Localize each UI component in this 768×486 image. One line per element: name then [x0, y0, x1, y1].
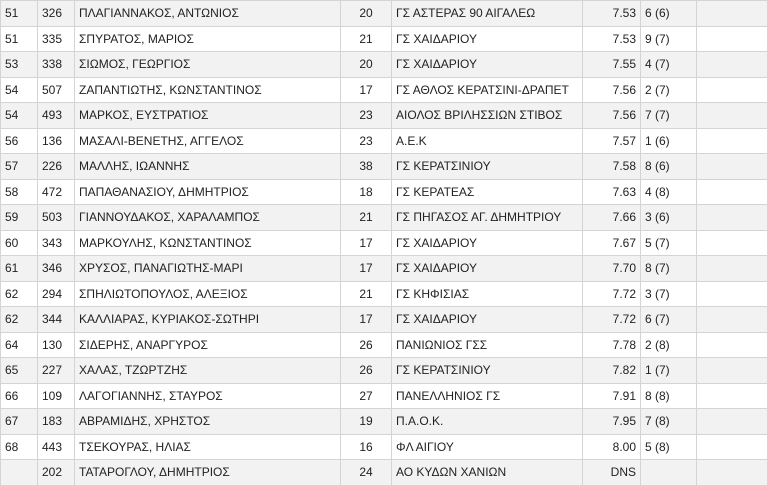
athlete-name-cell: ΣΙΔΕΡΗΣ, ΑΝΑΡΓΥΡΟΣ: [75, 332, 341, 358]
bib-number-cell: 338: [38, 52, 75, 78]
rank-cell: 68: [1, 434, 38, 460]
athlete-name-cell: ΜΑΡΚΟΥΛΗΣ, ΚΩΝΣΤΑΝΤΙΝΟΣ: [75, 230, 341, 256]
club-cell: ΓΣ ΚΕΡΑΤΣΙΝΙΟΥ: [392, 358, 583, 384]
birth-year-cell: 26: [341, 358, 392, 384]
empty-cell: [697, 256, 768, 282]
heat-lane-cell: 5 (7): [641, 230, 697, 256]
birth-year-cell: 27: [341, 383, 392, 409]
result-time-cell: 8.00: [583, 434, 641, 460]
birth-year-cell: 17: [341, 307, 392, 333]
club-cell: ΓΣ ΧΑΙΔΑΡΙΟΥ: [392, 256, 583, 282]
heat-lane-cell: 8 (7): [641, 256, 697, 282]
athlete-name-cell: ΠΛΑΓΙΑΝΝΑΚΟΣ, ΑΝΤΩΝΙΟΣ: [75, 1, 341, 27]
table-row: [1, 281, 768, 307]
table-row: [1, 26, 768, 52]
athlete-name-cell: ΠΑΠΑΘΑΝΑΣΙΟΥ, ΔΗΜΗΤΡΙΟΣ: [75, 179, 341, 205]
result-time-cell: 7.55: [583, 52, 641, 78]
athlete-name-cell: ΖΑΠΑΝΤΙΩΤΗΣ, ΚΩΝΣΤΑΝΤΙΝΟΣ: [75, 77, 341, 103]
table-row: [1, 256, 768, 282]
club-cell: ΓΣ ΧΑΙΔΑΡΙΟΥ: [392, 52, 583, 78]
athlete-name-cell: ΧΡΥΣΟΣ, ΠΑΝΑΓΙΩΤΗΣ-ΜΑΡΙ: [75, 256, 341, 282]
rank-cell: 67: [1, 409, 38, 435]
empty-cell: [697, 230, 768, 256]
result-time-cell: 7.56: [583, 77, 641, 103]
results-table-body: [1, 1, 768, 486]
bib-number-cell: 202: [38, 460, 75, 486]
bib-number-cell: 136: [38, 128, 75, 154]
rank-cell: 53: [1, 52, 38, 78]
empty-cell: [697, 281, 768, 307]
athlete-name-cell: ΣΙΩΜΟΣ, ΓΕΩΡΓΙΟΣ: [75, 52, 341, 78]
table-row: [1, 409, 768, 435]
result-time-cell: 7.53: [583, 26, 641, 52]
birth-year-cell: 20: [341, 1, 392, 27]
result-time-cell: 7.56: [583, 103, 641, 129]
empty-cell: [697, 460, 768, 486]
empty-cell: [697, 179, 768, 205]
heat-lane-cell: 3 (7): [641, 281, 697, 307]
club-cell: Α.Ε.Κ: [392, 128, 583, 154]
result-time-cell: 7.57: [583, 128, 641, 154]
result-time-cell: 7.72: [583, 281, 641, 307]
club-cell: ΓΣ ΧΑΙΔΑΡΙΟΥ: [392, 307, 583, 333]
table-row: [1, 358, 768, 384]
heat-lane-cell: 2 (7): [641, 77, 697, 103]
table-row: [1, 332, 768, 358]
rank-cell: 54: [1, 77, 38, 103]
result-time-cell: 7.63: [583, 179, 641, 205]
birth-year-cell: 21: [341, 26, 392, 52]
table-row: [1, 128, 768, 154]
club-cell: ΦΛ ΑΙΓΙΟΥ: [392, 434, 583, 460]
table-row: [1, 1, 768, 27]
empty-cell: [697, 409, 768, 435]
empty-cell: [697, 52, 768, 78]
table-row: [1, 103, 768, 129]
athlete-name-cell: ΤΑΤΑΡΟΓΛΟΥ, ΔΗΜΗΤΡΙΟΣ: [75, 460, 341, 486]
empty-cell: [697, 26, 768, 52]
heat-lane-cell: 7 (7): [641, 103, 697, 129]
result-time-cell: 7.78: [583, 332, 641, 358]
result-time-cell: 7.82: [583, 358, 641, 384]
club-cell: ΓΣ ΑΘΛΟΣ ΚΕΡΑΤΣΙΝΙ-ΔΡΑΠΕΤ: [392, 77, 583, 103]
result-time-cell: 7.67: [583, 230, 641, 256]
rank-cell: [1, 460, 38, 486]
bib-number-cell: 109: [38, 383, 75, 409]
empty-cell: [697, 383, 768, 409]
table-row: [1, 205, 768, 231]
club-cell: ΠΑΝΙΩΝΙΟΣ ΓΣΣ: [392, 332, 583, 358]
athlete-name-cell: ΤΣΕΚΟΥΡΑΣ, ΗΛΙΑΣ: [75, 434, 341, 460]
rank-cell: 62: [1, 307, 38, 333]
heat-lane-cell: 1 (7): [641, 358, 697, 384]
athlete-name-cell: ΣΠΗΛΙΩΤΟΠΟΥΛΟΣ, ΑΛΕΞΙΟΣ: [75, 281, 341, 307]
result-time-cell: 7.95: [583, 409, 641, 435]
birth-year-cell: 21: [341, 281, 392, 307]
birth-year-cell: 17: [341, 230, 392, 256]
bib-number-cell: 343: [38, 230, 75, 256]
bib-number-cell: 335: [38, 26, 75, 52]
birth-year-cell: 17: [341, 256, 392, 282]
athlete-name-cell: ΜΑΛΛΗΣ, ΙΩΑΝΝΗΣ: [75, 154, 341, 180]
table-row: [1, 77, 768, 103]
result-time-cell: DNS: [583, 460, 641, 486]
athlete-name-cell: ΣΠΥΡΑΤΟΣ, ΜΑΡΙΟΣ: [75, 26, 341, 52]
birth-year-cell: 21: [341, 205, 392, 231]
athlete-name-cell: ΜΑΡΚΟΣ, ΕΥΣΤΡΑΤΙΟΣ: [75, 103, 341, 129]
result-time-cell: 7.72: [583, 307, 641, 333]
heat-lane-cell: [641, 460, 697, 486]
club-cell: ΑΟ ΚΥΔΩΝ ΧΑΝΙΩΝ: [392, 460, 583, 486]
birth-year-cell: 23: [341, 103, 392, 129]
bib-number-cell: 183: [38, 409, 75, 435]
rank-cell: 66: [1, 383, 38, 409]
empty-cell: [697, 128, 768, 154]
rank-cell: 57: [1, 154, 38, 180]
bib-number-cell: 130: [38, 332, 75, 358]
empty-cell: [697, 434, 768, 460]
heat-lane-cell: 4 (8): [641, 179, 697, 205]
table-row: [1, 52, 768, 78]
rank-cell: 51: [1, 1, 38, 27]
heat-lane-cell: 8 (6): [641, 154, 697, 180]
rank-cell: 64: [1, 332, 38, 358]
result-time-cell: 7.66: [583, 205, 641, 231]
rank-cell: 60: [1, 230, 38, 256]
table-row: [1, 434, 768, 460]
table-row: [1, 460, 768, 486]
athlete-name-cell: ΚΑΛΛΙΑΡΑΣ, ΚΥΡΙΑΚΟΣ-ΣΩΤΗΡΙ: [75, 307, 341, 333]
birth-year-cell: 16: [341, 434, 392, 460]
empty-cell: [697, 358, 768, 384]
table-row: [1, 383, 768, 409]
result-time-cell: 7.53: [583, 1, 641, 27]
bib-number-cell: 503: [38, 205, 75, 231]
rank-cell: 65: [1, 358, 38, 384]
empty-cell: [697, 307, 768, 333]
heat-lane-cell: 1 (6): [641, 128, 697, 154]
heat-lane-cell: 5 (8): [641, 434, 697, 460]
birth-year-cell: 18: [341, 179, 392, 205]
birth-year-cell: 24: [341, 460, 392, 486]
bib-number-cell: 472: [38, 179, 75, 205]
birth-year-cell: 38: [341, 154, 392, 180]
club-cell: ΑΙΟΛΟΣ ΒΡΙΛΗΣΣΙΩΝ ΣΤΙΒΟΣ: [392, 103, 583, 129]
club-cell: ΓΣ ΑΣΤΕΡΑΣ 90 ΑΙΓΑΛΕΩ: [392, 1, 583, 27]
result-time-cell: 7.91: [583, 383, 641, 409]
empty-cell: [697, 205, 768, 231]
athlete-name-cell: ΧΑΛΑΣ, ΤΖΩΡΤΖΗΣ: [75, 358, 341, 384]
club-cell: ΓΣ ΧΑΙΔΑΡΙΟΥ: [392, 26, 583, 52]
athlete-name-cell: ΜΑΣΑΛΙ-ΒΕΝΕΤΗΣ, ΑΓΓΕΛΟΣ: [75, 128, 341, 154]
athlete-name-cell: ΓΙΑΝΝΟΥΔΑΚΟΣ, ΧΑΡΑΛΑΜΠΟΣ: [75, 205, 341, 231]
club-cell: ΓΣ ΧΑΙΔΑΡΙΟΥ: [392, 230, 583, 256]
bib-number-cell: 326: [38, 1, 75, 27]
rank-cell: 56: [1, 128, 38, 154]
club-cell: ΓΣ ΠΗΓΑΣΟΣ ΑΓ. ΔΗΜΗΤΡΙΟΥ: [392, 205, 583, 231]
bib-number-cell: 346: [38, 256, 75, 282]
table-row: [1, 307, 768, 333]
empty-cell: [697, 1, 768, 27]
rank-cell: 62: [1, 281, 38, 307]
bib-number-cell: 344: [38, 307, 75, 333]
rank-cell: 58: [1, 179, 38, 205]
empty-cell: [697, 77, 768, 103]
bib-number-cell: 226: [38, 154, 75, 180]
result-time-cell: 7.58: [583, 154, 641, 180]
rank-cell: 51: [1, 26, 38, 52]
empty-cell: [697, 154, 768, 180]
club-cell: ΓΣ ΚΕΡΑΤΣΙΝΙΟΥ: [392, 154, 583, 180]
rank-cell: 59: [1, 205, 38, 231]
bib-number-cell: 443: [38, 434, 75, 460]
club-cell: Π.Α.Ο.Κ.: [392, 409, 583, 435]
empty-cell: [697, 103, 768, 129]
bib-number-cell: 294: [38, 281, 75, 307]
birth-year-cell: 20: [341, 52, 392, 78]
heat-lane-cell: 6 (7): [641, 307, 697, 333]
bib-number-cell: 493: [38, 103, 75, 129]
heat-lane-cell: 9 (7): [641, 26, 697, 52]
table-row: [1, 154, 768, 180]
heat-lane-cell: 4 (7): [641, 52, 697, 78]
rank-cell: 61: [1, 256, 38, 282]
result-time-cell: 7.70: [583, 256, 641, 282]
table-row: [1, 179, 768, 205]
heat-lane-cell: 2 (8): [641, 332, 697, 358]
club-cell: ΠΑΝΕΛΛΗΝΙΟΣ ΓΣ: [392, 383, 583, 409]
bib-number-cell: 507: [38, 77, 75, 103]
athlete-name-cell: ΛΑΓΟΓΙΑΝΝΗΣ, ΣΤΑΥΡΟΣ: [75, 383, 341, 409]
heat-lane-cell: 7 (8): [641, 409, 697, 435]
heat-lane-cell: 3 (6): [641, 205, 697, 231]
birth-year-cell: 19: [341, 409, 392, 435]
club-cell: ΓΣ ΚΕΡΑΤΕΑΣ: [392, 179, 583, 205]
empty-cell: [697, 332, 768, 358]
birth-year-cell: 23: [341, 128, 392, 154]
athlete-name-cell: ΑΒΡΑΜΙΔΗΣ, ΧΡΗΣΤΟΣ: [75, 409, 341, 435]
club-cell: ΓΣ ΚΗΦΙΣΙΑΣ: [392, 281, 583, 307]
bib-number-cell: 227: [38, 358, 75, 384]
rank-cell: 54: [1, 103, 38, 129]
birth-year-cell: 26: [341, 332, 392, 358]
heat-lane-cell: 6 (6): [641, 1, 697, 27]
birth-year-cell: 17: [341, 77, 392, 103]
table-row: [1, 230, 768, 256]
heat-lane-cell: 8 (8): [641, 383, 697, 409]
